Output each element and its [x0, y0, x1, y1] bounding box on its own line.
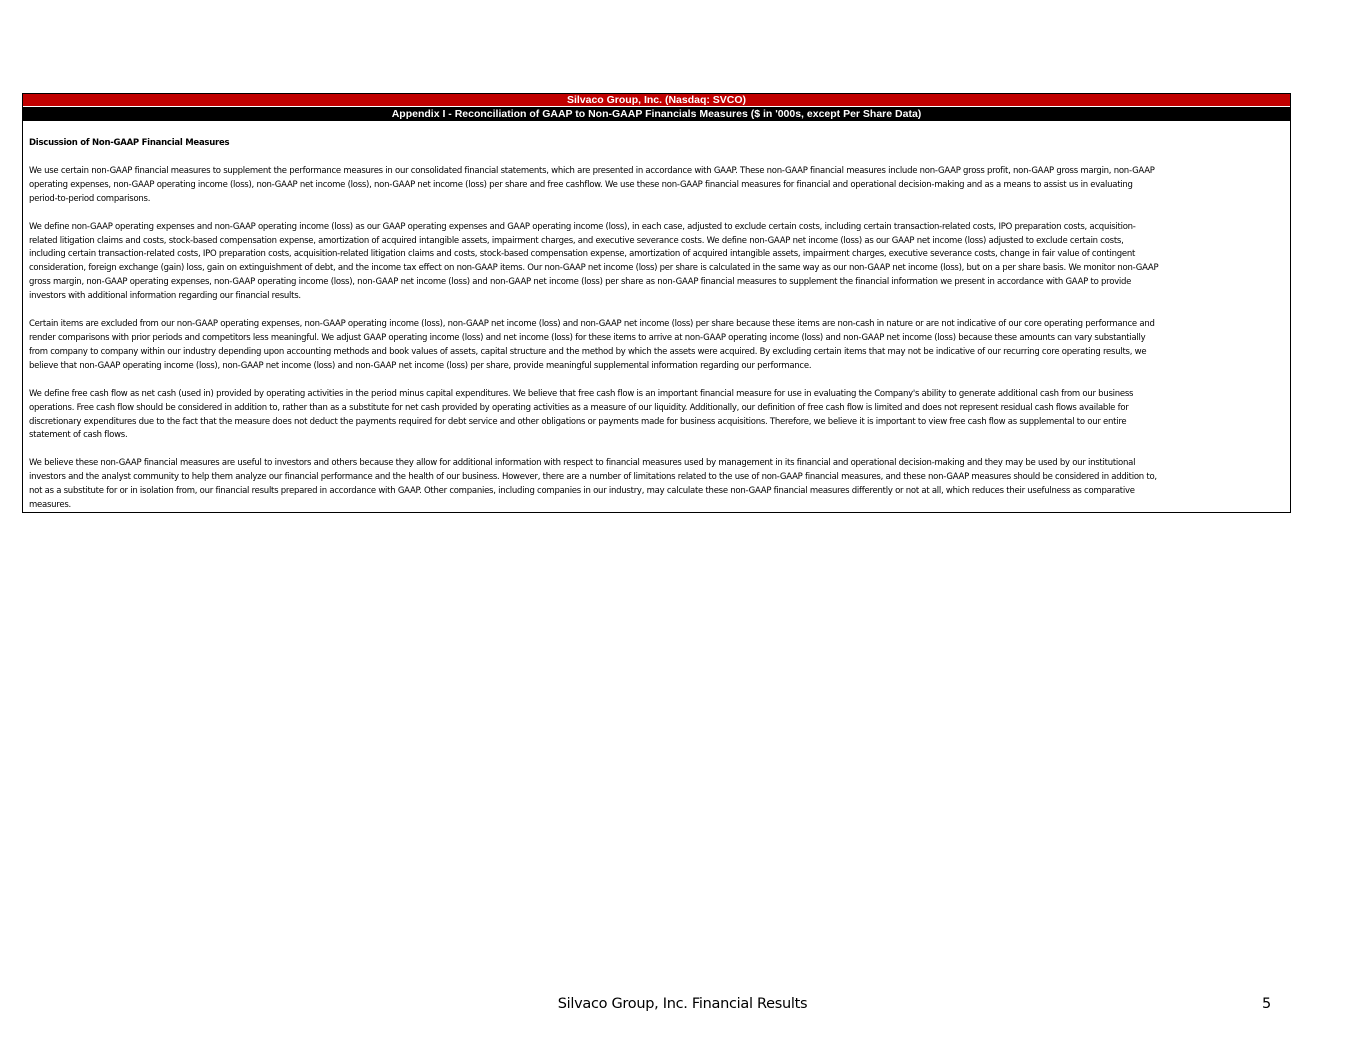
paragraph-usefulness: We believe these non-GAAP financial measures are useful to investors and others because they allow for additional information with respect to financial measures used by management in its financial and operational decision-making and they may be used by our institutional investors and the analyst community to help them analyze our financial performance and the health of our business. However, there are a number of limitations related to the use of non-GAAP financial measures, and these non-GAAP measures should be considered in addition to, not as a substitute for or in isolation from, our financial results prepared in accordance with GAAP. Other companies, including companies in our industry, may calculate these non-GAAP financial measures differently or not at all, which reduces their usefulness as comparative measures. — [29, 458, 1157, 511]
section-heading: Discussion of Non-GAAP Financial Measures — [29, 138, 230, 148]
discussion-section — [29, 137, 1159, 527]
appendix-title: Appendix I - Reconciliation of GAAP to Non-GAAP Financials Measures ($ in '000s, except Per Share Data) — [23, 106, 1290, 121]
footer-title: Silvaco Group, Inc. Financial Results — [557, 996, 808, 1012]
page-number: 5 — [1262, 996, 1272, 1012]
paragraph-non-gaap-definitions: We define non-GAAP operating expenses and non-GAAP operating income (loss) as our GAAP operating expenses and GAAP operating income (loss), in each case, adjusted to exclude certain costs, including certain transaction-related costs, IPO preparation costs, acquisition-related litigation claims and costs, stock-based compensation expense, amortization of acquired intangible assets, impairment charges, and executive severance costs. We define non-GAAP net income (loss) as our GAAP net income (loss) adjusted to exclude certain costs, including certain transaction-related costs, IPO preparation costs, acquisition-related litigation claims and costs, stock-based compensation expense, amortization of acquired intangible assets, impairment charges, executive severance costs, change in fair value of contingent consideration, foreign exchange (gain) loss, gain on extinguishment of debt, and the income tax effect on non-GAAP items. Our non-GAAP net income (loss) per share is calculated in the same way as our non-GAAP net income (loss), but on a per share basis. We monitor non-GAAP gross margin, non-GAAP operating expenses, non-GAAP operating income (loss), non-GAAP net income (loss) and non-GAAP net income (loss) per share as non-GAAP financial measures to supplement the financial information we present in accordance with GAAP to provide investors with additional information regarding our financial results. — [29, 221, 1159, 302]
company-header: Silvaco Group, Inc. (Nasdaq: SVCO) — [23, 94, 1290, 106]
paragraph-excluded-items: Certain items are excluded from our non-GAAP operating expenses, non-GAAP operating income (loss), non-GAAP net income (loss) and non-GAAP net income (loss) per share because these items are non-cash in nature or are not indicative of our core operating performance and render comparisons with prior periods and competitors less meaningful. We adjust GAAP operating income (loss) and net income (loss) for these items to arrive at non-GAAP operating income (loss) and non-GAAP net income (loss) because these amounts can vary substantially from company to company within our industry depending upon accounting methods and book values of assets, capital structure and the method by which the assets were acquired. By excluding certain items that may not be indicative of our recurring core operating results, we believe that non-GAAP operating income (loss), non-GAAP net income (loss) and non-GAAP net income (loss) per share, provide meaningful supplemental information regarding our performance. — [29, 319, 1155, 371]
paragraph-non-gaap-overview: We use certain non-GAAP financial measures to supplement the performance measures in our consolidated financial statements, which are presented in accordance with GAAP. These non-GAAP financial measures include non-GAAP gross profit, non-GAAP gross margin, non-GAAP operating expenses, non-GAAP operating income (loss), non-GAAP net income (loss), non-GAAP net income (loss) per share and free cashflow. We use these non-GAAP financial measures for financial and operational decision-making and as a means to assist us in evaluating period-to-period comparisons. — [29, 165, 1155, 204]
appendix-sheet — [22, 93, 1291, 513]
paragraph-free-cash-flow: We define free cash flow as net cash (used in) provided by operating activities in the period minus capital expenditures. We believe that free cash flow is an important financial measure for use in evaluating the Company's ability to generate additional cash from our business operations. Free cash flow should be considered in addition to, rather than as a substitute for net cash provided by operating activities as a measure of our liquidity. Additionally, our definition of free cash flow is limited and does not represent residual cash flows available for discretionary expenditures due to the fact that the measure does not deduct the payments required for debt service and other obligations or payments made for business acquisitions. Therefore, we believe it is important to view free cash flow as supplemental to our entire statement of cash flows. — [29, 388, 1134, 441]
